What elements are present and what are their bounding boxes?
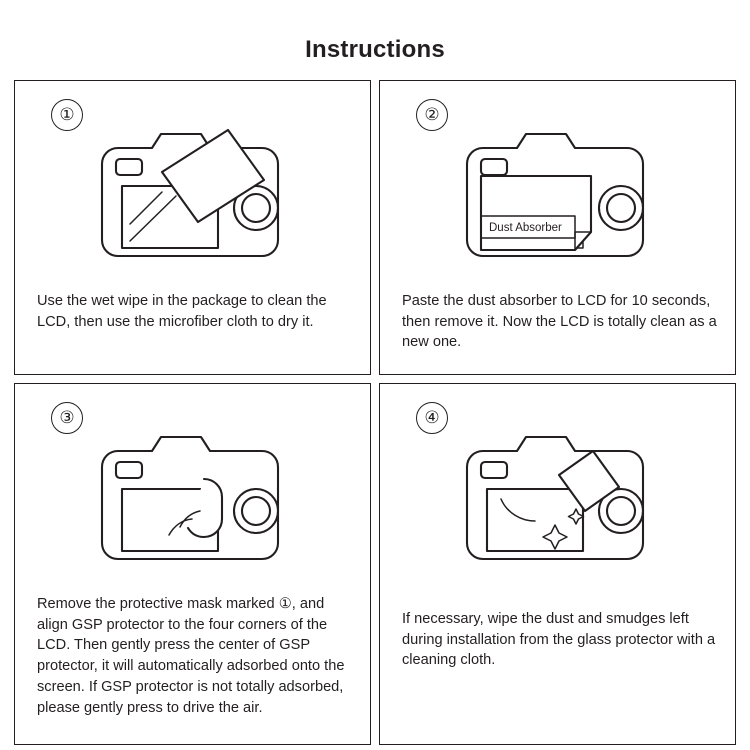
step-caption-2: Paste the dust absorber to LCD for 10 seconds, then remove it. Now the LCD is totally clean as a new one. (402, 293, 717, 351)
step-caption-1: Use the wet wipe in the package to clean the LCD, then use the microfiber cloth to dry it. (37, 293, 327, 330)
camera-press-finger-illustration (15, 402, 370, 592)
page-title: Instructions (305, 36, 445, 63)
step-number-3: ③ (51, 402, 83, 434)
step-panel-2 (379, 80, 736, 375)
dust-absorber-label: Dust Absorber (488, 222, 562, 234)
step-panel-4 (379, 383, 736, 745)
camera-wipe-illustration (15, 99, 370, 289)
camera-dust-absorber-illustration (380, 99, 735, 289)
step-caption-4: If necessary, wipe the dust and smudges left during installation from the glass protector with a cleaning cloth. (402, 611, 716, 669)
step-panel-3 (14, 383, 371, 745)
camera-cleaning-cloth-illustration (380, 402, 735, 592)
step-number-4: ④ (416, 402, 448, 434)
steps-grid (14, 80, 736, 745)
step-panel-1 (14, 80, 371, 375)
step-caption-3: Remove the protective mask marked ①, and align GSP protector to the four corners of the LCD. Then gently press the center of GSP protector, it will automatically adsorbed onto the screen. If GSP protector is not totally adsorbed, please gently press to drive the air. (37, 596, 345, 716)
step-number-1: ① (51, 99, 83, 131)
step-number-2: ② (416, 99, 448, 131)
